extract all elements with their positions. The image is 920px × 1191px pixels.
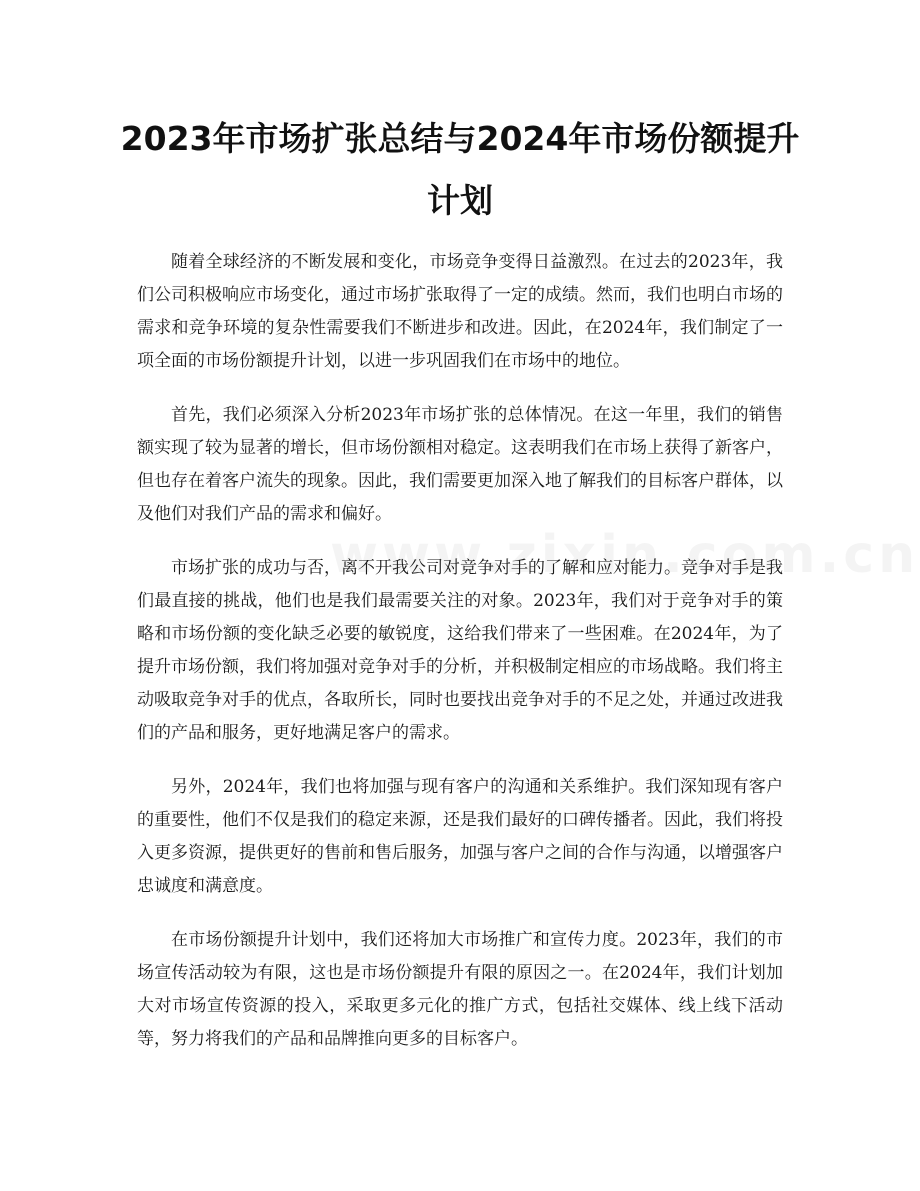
- paragraph-4: 另外，2024年，我们也将加强与现有客户的沟通和关系维护。我们深知现有客户的重要性，他们不仅是我们的稳定来源，还是我们最好的口碑传播者。因此，我们将投入更多资源，提供更好的售前和售后服务，加强与客户之间的合作与沟通，以增强客户忠诚度和满意度。: [137, 777, 783, 896]
- paragraph-3: 市场扩张的成功与否，离不开我公司对竞争对手的了解和应对能力。竞争对手是我们最直接的挑战，他们也是我们最需要关注的对象。2023年，我们对于竞争对手的策略和市场份额的变化缺乏必要的敏锐度，这给我们带来了一些困难。在2024年，为了提升市场份额，我们将加强对竞争对手的分析，并积极制定相应的市场战略。我们将主动吸取竞争对手的优点，各取所长，同时也要找出竞争对手的不足之处，并通过改进我们的产品和服务，更好地满足客户的需求。: [137, 558, 783, 743]
- paragraph-1: 随着全球经济的不断发展和变化，市场竞争变得日益激烈。在过去的2023年，我们公司积极响应市场变化，通过市场扩张取得了一定的成绩。然而，我们也明白市场的需求和竞争环境的复杂性需要我们不断进步和改进。因此，在2024年，我们制定了一项全面的市场份额提升计划，以进一步巩固我们在市场中的地位。: [137, 252, 783, 371]
- paragraph-2: 首先，我们必须深入分析2023年市场扩张的总体情况。在这一年里，我们的销售额实现了较为显著的增长，但市场份额相对稳定。这表明我们在市场上获得了新客户，但也存在着客户流失的现象。因此，我们需要更加深入地了解我们的目标客户群体，以及他们对我们产品的需求和偏好。: [137, 405, 783, 524]
- paragraph-5: 在市场份额提升计划中，我们还将加大市场推广和宣传力度。2023年，我们的市场宣传活动较为有限，这也是市场份额提升有限的原因之一。在2024年，我们计划加大对市场宣传资源的投入，采取更多元化的推广方式，包括社交媒体、线上线下活动等，努力将我们的产品和品牌推向更多的目标客户。: [137, 930, 783, 1049]
- document-body: [137, 246, 783, 1077]
- document-title: 2023年市场扩张总结与2024年市场份额提升计划: [120, 119, 800, 220]
